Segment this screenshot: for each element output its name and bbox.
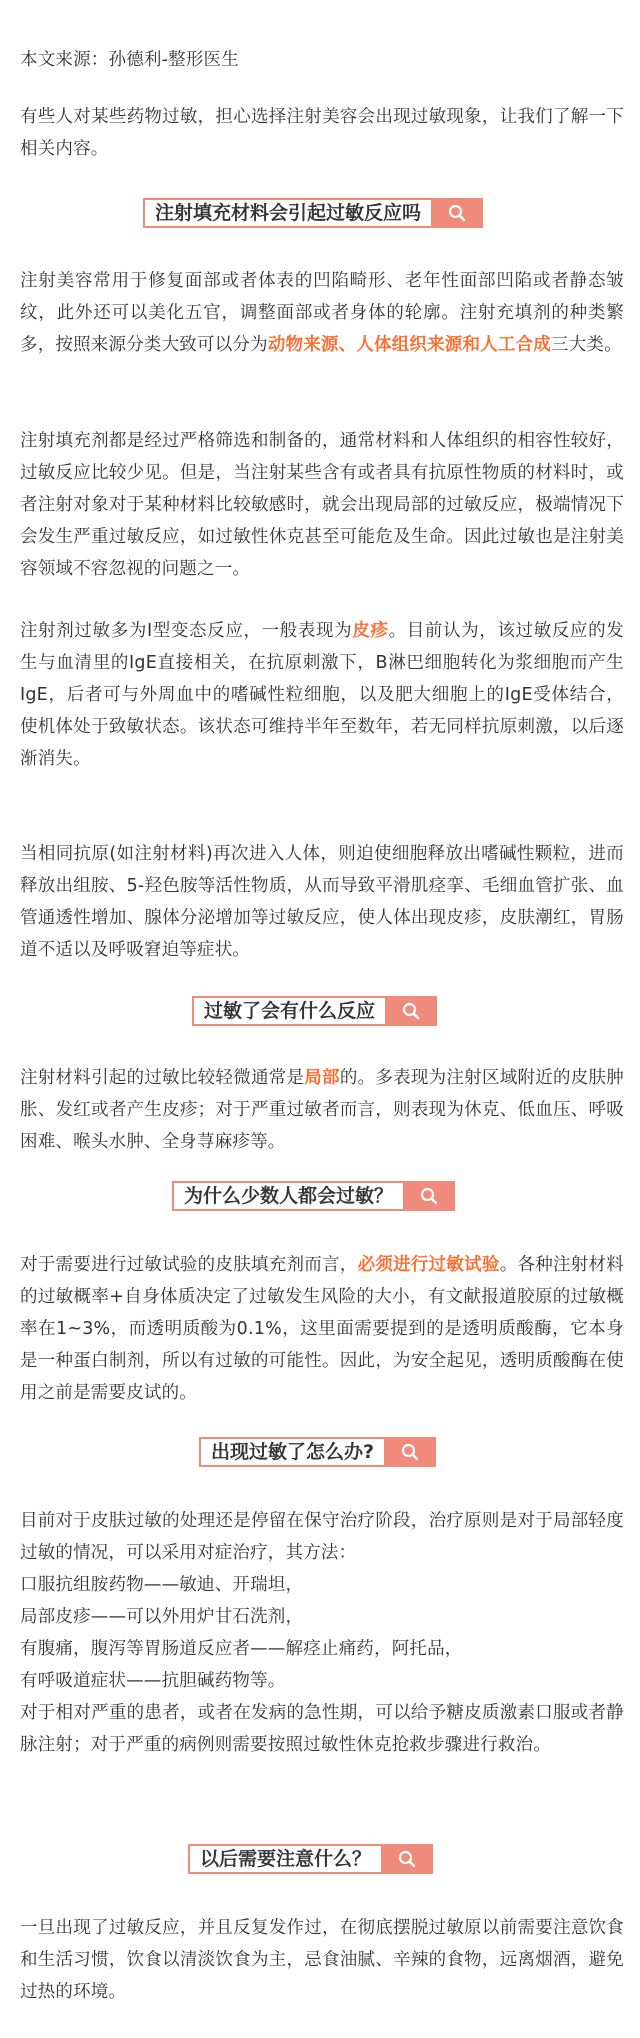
paragraph: 注射材料引起的过敏比较轻微通常是局部的。多表现为注射区域附近的皮肤肿胀、发红或者产生皮疹；对于严重过敏者而言，则表现为休克、低血压、呼吸困难、喉头水肿、全身荨麻疹等。: [20, 1068, 625, 1152]
paragraph: 对于相对严重的患者，或者在发病的急性期，可以给予糖皮质激素口服或者静脉注射；对于严重的病例则需要按照过敏性休克抢救步骤进行救治。: [20, 1703, 624, 1755]
paragraph: 对于需要进行过敏试验的皮肤填充剂而言，必须进行过敏试验。各种注射材料的过敏概率+自身体质决定了过敏发生风险的大小，有文献报道胶原的过敏概率在1~3%，而透明质酸为0.1%，这里面需要提到的是透明质酸酶，它本身是一种蛋白制剂，所以有过敏的可能性。因此，为安全起见，透明质酸酶在使用之前是需要皮试的。: [20, 1255, 624, 1403]
list-item: 有呼吸道症状——抗胆碱药物等。: [20, 1671, 286, 1691]
section-heading-label: 为什么少数人都会过敏？: [172, 1181, 403, 1211]
search-icon: [400, 1442, 420, 1462]
section-heading-what-to-do[interactable]: [199, 1437, 436, 1467]
highlight-text: 局部: [304, 1068, 340, 1088]
paragraph: 注射剂过敏多为I型变态反应，一般表现为皮疹。目前认为，该过敏反应的发生与血清里的IgE直接相关，在抗原刺激下，B淋巴细胞转化为浆细胞而产生IgE，后者可与外周血中的嗜碱性粒细胞，以及肥大细胞上的IgE受体结合，使机体处于致敏状态。该状态可维持半年至数年，若无同样抗原刺激，以后逐渐消失。: [20, 621, 624, 769]
list-item: 有腹痛，腹泻等胃肠道反应者——解痉止痛药，阿托品，: [20, 1639, 463, 1659]
paragraph: 目前对于皮肤过敏的处理还是停留在保守治疗阶段，治疗原则是对于局部轻度过敏的情况，可以采用对症治疗，其方法：: [20, 1511, 624, 1563]
search-icon: [447, 203, 467, 223]
section-heading-allergy-cause[interactable]: [143, 198, 483, 228]
intro-paragraph: 有些人对某些药物过敏，担心选择注射美容会出现过敏现象，让我们了解一下相关内容。: [20, 107, 624, 159]
search-button[interactable]: [385, 996, 437, 1026]
paragraph: 当相同抗原(如注射材料)再次进入人体，则迫使细胞释放出嗜碱性颗粒，进而释放出组胺、5-羟色胺等活性物质，从而导致平滑肌痉挛、毛细血管扩张、血管通透性增加、腺体分泌增加等过敏反应，使人体出现皮疹，皮肤潮红，胃肠道不适以及呼吸窘迫等症状。: [20, 844, 624, 960]
list-item: 局部皮疹——可以外用炉甘石洗剂，: [20, 1607, 304, 1627]
search-button[interactable]: [431, 198, 483, 228]
section-heading-label: 出现过敏了怎么办?: [199, 1437, 384, 1467]
search-button[interactable]: [403, 1181, 455, 1211]
search-icon: [401, 1001, 421, 1021]
paragraph: 注射填充剂都是经过严格筛选和制备的，通常材料和人体组织的相容性较好，过敏反应比较少见。但是，当注射某些含有或者具有抗原性物质的材料时，或者注射对象对于某种材料比较敏感时，就会出现局部的过敏反应，极端情况下会发生严重过敏反应，如过敏性休克甚至可能危及生命。因此过敏也是注射美容领域不容忽视的问题之一。: [20, 431, 624, 579]
section-heading-precautions[interactable]: [188, 1844, 433, 1874]
section-heading-label: 注射填充材料会引起过敏反应吗: [143, 198, 431, 228]
search-icon: [419, 1186, 439, 1206]
section-heading-label: 以后需要注意什么？: [188, 1844, 381, 1874]
highlight-text: 动物来源、人体组织来源和人工合成: [267, 335, 552, 355]
paragraph: 注射美容常用于修复面部或者体表的凹陷畸形、老年性面部凹陷或者静态皱纹，此外还可以美化五官，调整面部或者身体的轮廓。注射充填剂的种类繁多，按照来源分类大致可以分为动物来源、人体组织来源和人工合成三大类。: [20, 271, 624, 355]
section-heading-why-allergic[interactable]: [172, 1181, 455, 1211]
search-icon: [397, 1849, 417, 1869]
search-button[interactable]: [384, 1437, 436, 1467]
highlight-text: 皮疹: [352, 621, 389, 641]
highlight-text: 必须进行过敏试验: [357, 1255, 500, 1275]
paragraph: 一旦出现了过敏反应，并且反复发作过，在彻底摆脱过敏原以前需要注意饮食和生活习惯，饮食以清淡饮食为主，忌食油腻、辛辣的食物，远离烟酒，避免过热的环境。: [20, 1918, 624, 2002]
section-heading-reaction[interactable]: [192, 996, 437, 1026]
source-line: 本文来源：孙德利-整形医生: [20, 50, 239, 70]
search-button[interactable]: [381, 1844, 433, 1874]
list-item: 口服抗组胺药物——敏迪、开瑞坦，: [20, 1575, 304, 1595]
section-heading-label: 过敏了会有什么反应: [192, 996, 385, 1026]
